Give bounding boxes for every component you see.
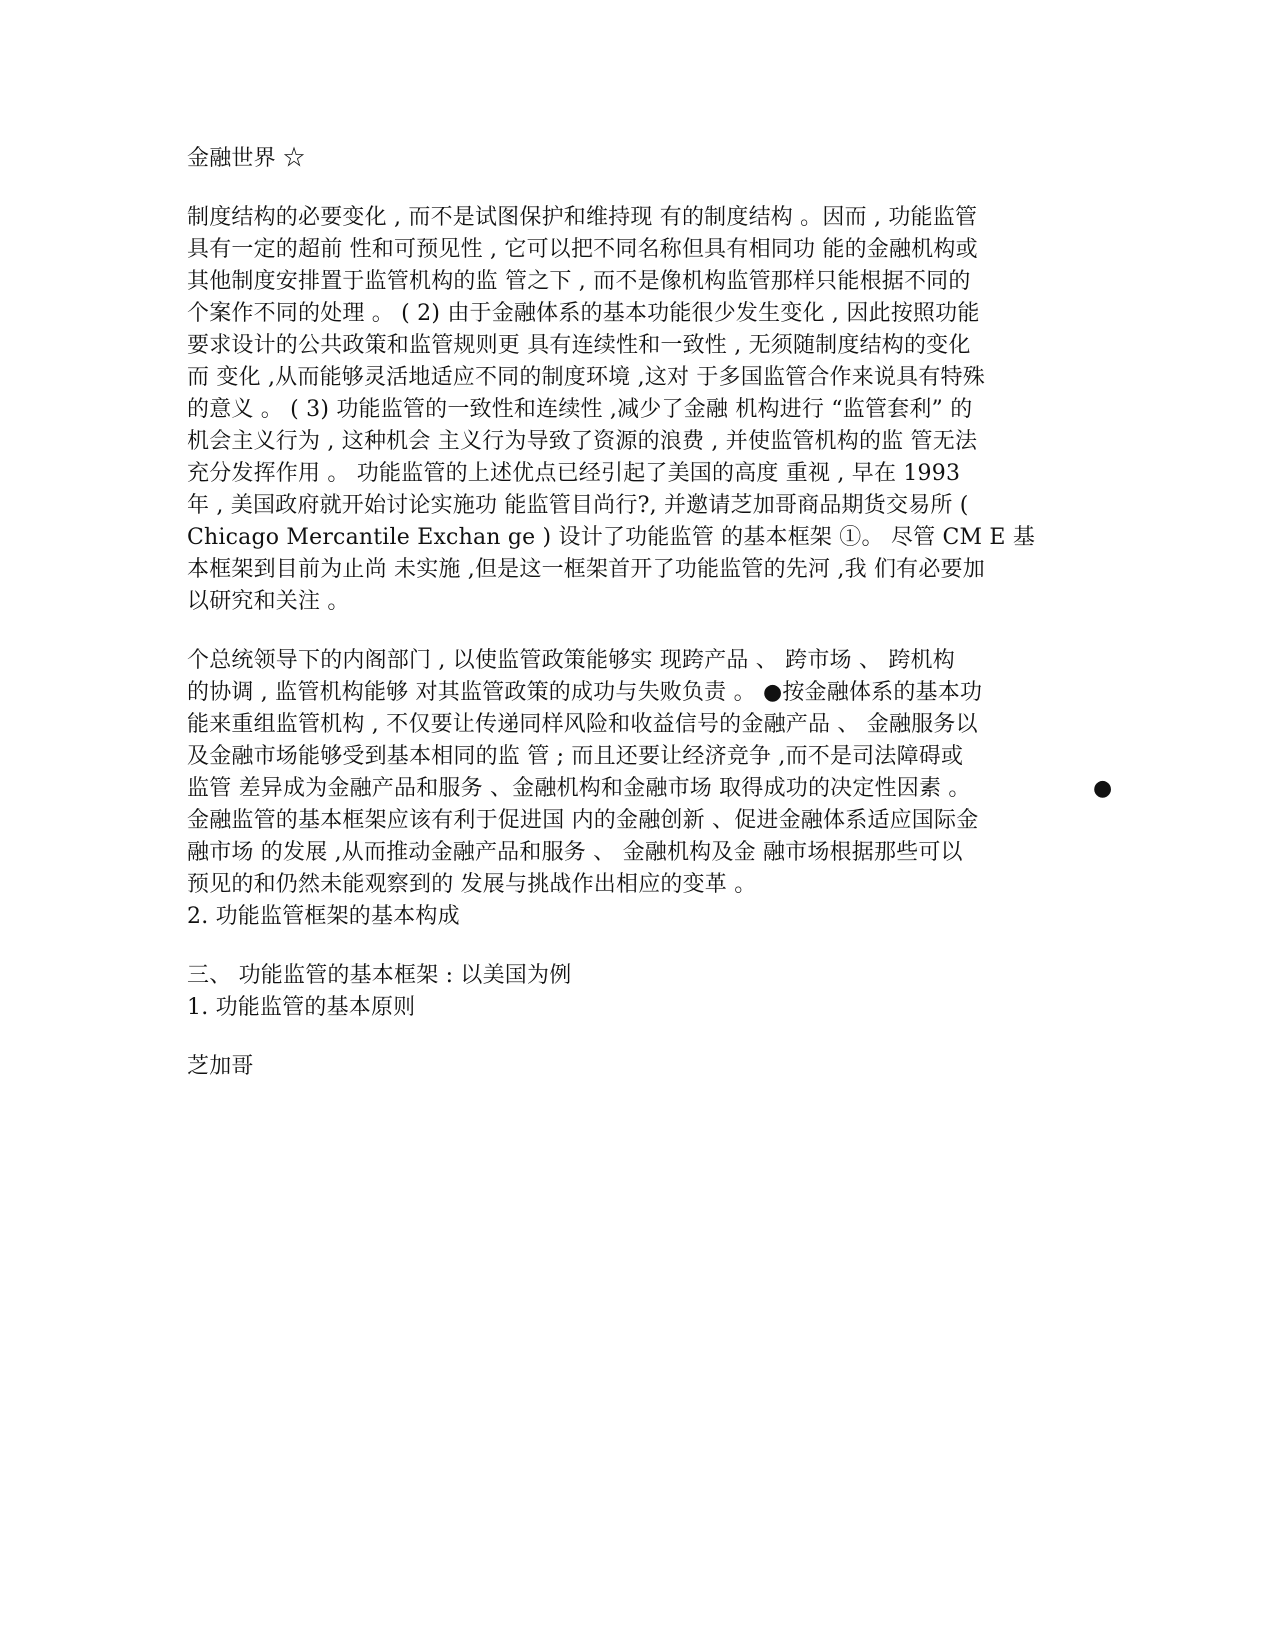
paragraph1-line-9: 充分发挥作用 。 功能监管的上述优点已经引起了美国的高度 重视 , 早在 1993: [187, 461, 961, 486]
paragraph2-line-8: 预见的和仍然未能观察到的 发展与挑战作出相应的变革 。: [187, 872, 757, 897]
paragraph2-line-7: 融市场 的发展 ,从而推动金融产品和服务 、 金融机构及金 融市场根据那些可以: [187, 840, 963, 865]
paragraph1-line-1: 制度结构的必要变化 , 而不是试图保护和维持现 有的制度结构 。因而 , 功能监管: [187, 205, 978, 230]
subsection-heading-2: 2. 功能监管框架的基本构成: [187, 904, 460, 929]
paragraph1-line-13: 以研究和关注 。: [187, 589, 350, 614]
paragraph1-line-12: 本框架到目前为止尚 未实施 ,但是这一框架首开了功能监管的先河 ,我 们有必要加: [187, 557, 985, 582]
footer-word: 芝加哥: [187, 1054, 254, 1079]
paragraph1-line-8: 机会主义行为 , 这种机会 主义行为导致了资源的浪费 , 并使监管机构的监 管无法: [187, 429, 978, 454]
paragraph2-line-3: 能来重组监管机构 , 不仅要让传递同样风险和收益信号的金融产品 、 金融服务以: [187, 712, 978, 737]
subsection-heading-1: 1. 功能监管的基本原则: [187, 995, 416, 1020]
page-header-title: 金融世界 ☆: [187, 146, 306, 171]
paragraph2-line-6: 金融监管的基本框架应该有利于促进国 内的金融创新 、促进金融体系适应国际金: [187, 808, 979, 833]
paragraph1-line-3: 其他制度安排置于监管机构的监 管之下 , 而不是像机构监管那样只能根据不同的: [187, 269, 971, 294]
paragraph2-line-5: 监管 差异成为金融产品和服务 、金融机构和金融市场 取得成功的决定性因素 。: [187, 776, 971, 801]
paragraph2-line-2: 的协调 , 监管机构能够 对其监管政策的成功与失败负责 。 ●按金融体系的基本功: [187, 680, 983, 705]
paragraph2-line-1: 个总统领导下的内阁部门 , 以使监管政策能够实 现跨产品 、 跨市场 、 跨机构: [187, 648, 955, 673]
paragraph1-line-10: 年 , 美国政府就开始讨论实施功 能监管目尚行?, 并邀请芝加哥商品期货交易所 (: [187, 493, 969, 518]
paragraph1-line-5: 要求设计的公共政策和监管规则更 具有连续性和一致性 , 无须随制度结构的变化: [187, 333, 971, 358]
paragraph1-line-7: 的意义 。 ( 3) 功能监管的一致性和连续性 ,减少了金融 机构进行 “监管套利” 的: [187, 397, 973, 422]
paragraph1-line-6: 而 变化 ,从而能够灵活地适应不同的制度环境 ,这对 于多国监管合作来说具有特殊: [187, 365, 985, 390]
paragraph1-line-2: 具有一定的超前 性和可预见性 , 它可以把不同名称但具有相同功 能的金融机构或: [187, 237, 978, 262]
paragraph2-line-4: 及金融市场能够受到基本相同的监 管 ; 而且还要让经济竞争 ,而不是司法障碍或: [187, 744, 964, 769]
paragraph1-line-11: Chicago Mercantile Exchan ge ) 设计了功能监管 的基本框架 ①。 尽管 CM E 基: [187, 525, 1036, 550]
bullet-mark: ●: [1093, 776, 1113, 801]
section-heading: 三、 功能监管的基本框架 : 以美国为例: [187, 963, 572, 988]
paragraph1-line-4: 个案作不同的处理 。 ( 2) 由于金融体系的基本功能很少发生变化 , 因此按照功能: [187, 301, 980, 326]
